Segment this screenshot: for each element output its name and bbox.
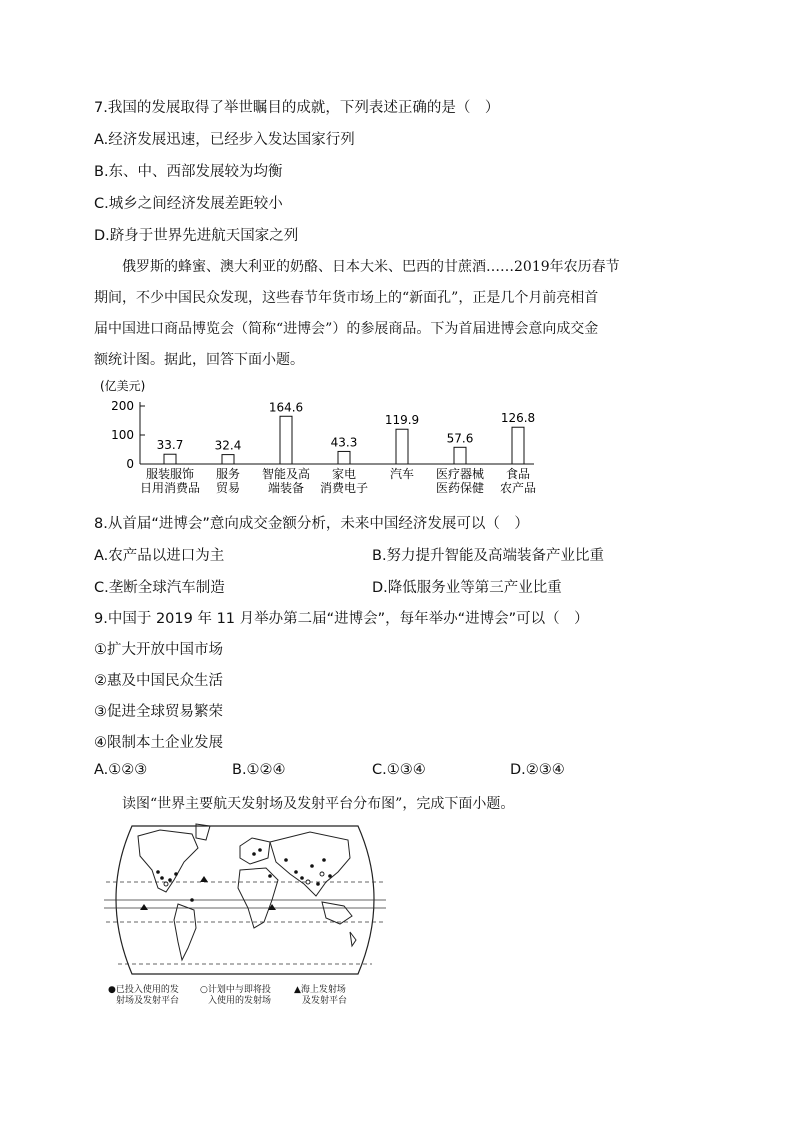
passage-line-3: 届中国进口商品博览会（简称“进博会”）的参展商品。下为首届进博会意向成交金 bbox=[94, 321, 599, 337]
launch-sites-planned bbox=[164, 872, 324, 886]
chart-bar bbox=[512, 427, 524, 464]
map-legend bbox=[108, 983, 347, 1006]
chart-category-label: 农产品 bbox=[499, 481, 537, 495]
q9-item-3: ③促进全球贸易繁荣 bbox=[94, 704, 223, 720]
chart-value-label: 126.8 bbox=[500, 411, 536, 426]
q9-item-1: ①扩大开放中国市场 bbox=[94, 642, 223, 658]
chart-bar bbox=[396, 429, 408, 464]
chart-y-tick-label: 200 bbox=[111, 399, 134, 413]
q8-option-d: D.降低服务业等第三产业比重 bbox=[372, 580, 562, 596]
q7-stem: 7.我国的发展取得了举世瞩目的成就，下列表述正确的是（ ） bbox=[94, 100, 500, 116]
continents bbox=[138, 824, 356, 960]
chart-value-label: 119.9 bbox=[384, 413, 420, 428]
chart-value-label: 43.3 bbox=[330, 435, 358, 450]
chart-category-label: 医疗器械 bbox=[435, 467, 485, 481]
chart-category-label: 贸易 bbox=[215, 481, 241, 495]
chart-category-label: 医药保健 bbox=[435, 481, 485, 495]
passage-line-2: 期间，不少中国民众发现，这些春节年货市场上的“新面孔”，正是几个月前亮相首 bbox=[94, 290, 599, 306]
chart-category-label: 智能及高 bbox=[261, 467, 311, 481]
q8-option-a: A.农产品以进口为主 bbox=[94, 548, 225, 564]
chart-bar bbox=[280, 416, 292, 464]
q7-option-c: C.城乡之间经济发展差距较小 bbox=[94, 196, 283, 212]
chart-category-label: 家电 bbox=[331, 467, 357, 481]
q9-option-d: D.②③④ bbox=[510, 762, 565, 778]
chart-y-tick-label: 100 bbox=[111, 428, 134, 442]
q8-option-b: B.努力提升智能及高端装备产业比重 bbox=[372, 548, 605, 564]
sea-launch-platforms bbox=[140, 876, 276, 910]
q7-option-a: A.经济发展迅速，已经步入发达国家行列 bbox=[94, 132, 355, 148]
chart-bar bbox=[338, 451, 350, 464]
chart-category-label: 端装备 bbox=[267, 481, 305, 495]
q7-option-b: B.东、中、西部发展较为均衡 bbox=[94, 164, 283, 180]
chart-value-label: 33.7 bbox=[156, 438, 184, 453]
chart-bar bbox=[222, 455, 234, 464]
q8-stem: 8.从首届“进博会”意向成交金额分析，未来中国经济发展可以（ ） bbox=[94, 516, 529, 532]
chart-category-label: 服务 bbox=[215, 467, 241, 481]
q9-option-c: C.①③④ bbox=[372, 762, 426, 778]
legend-planned-line-2: 入使用的发射场 bbox=[208, 996, 272, 1006]
chart-value-label: 57.6 bbox=[446, 431, 474, 446]
map-frame bbox=[104, 826, 386, 974]
q7-option-d: D.跻身于世界先进航天国家之列 bbox=[94, 228, 299, 244]
legend-active-line-1: ●已投入使用的发 bbox=[108, 985, 179, 995]
chart-category-label: 日用消费品 bbox=[139, 481, 201, 495]
passage-line-4: 额统计图。据此，回答下面小题。 bbox=[94, 352, 304, 368]
q9-item-4: ④限制本土企业发展 bbox=[94, 735, 223, 751]
chart-bar bbox=[164, 454, 176, 464]
legend-planned-line-1: ○计划中与即将投 bbox=[200, 985, 271, 995]
chart-value-label: 164.6 bbox=[268, 400, 304, 415]
world-launch-site-map bbox=[100, 818, 390, 1018]
passage-line-1: 俄罗斯的蜂蜜、澳大利亚的奶酪、日本大米、巴西的甘蔗酒……2019年农历春节 bbox=[122, 259, 620, 275]
launch-sites-active bbox=[156, 848, 332, 902]
legend-sea-line-2: 及发射平台 bbox=[302, 996, 348, 1006]
chart-y-tick-label: 0 bbox=[126, 457, 134, 471]
legend-sea-line-1: ▲海上发射场 bbox=[294, 985, 346, 995]
trade-bar-chart bbox=[92, 378, 552, 502]
q9-option-a: A.①②③ bbox=[94, 762, 148, 778]
legend-active-line-2: 射场及发射平台 bbox=[116, 996, 180, 1006]
map-intro: 读图“世界主要航天发射场及发射平台分布图”，完成下面小题。 bbox=[122, 796, 515, 812]
q9-stem: 9.中国于 2019 年 11 月举办第二届“进博会”，每年举办“进博会”可以（ ） bbox=[94, 611, 589, 627]
chart-category-label: 消费电子 bbox=[319, 481, 369, 495]
chart-category-label: 服装服饰 bbox=[145, 467, 195, 481]
chart-value-label: 32.4 bbox=[214, 438, 242, 453]
q9-option-b: B.①②④ bbox=[232, 762, 286, 778]
chart-category-label: 食品 bbox=[505, 467, 531, 481]
chart-y-axis-label: (亿美元) bbox=[100, 379, 146, 393]
chart-category-label: 汽车 bbox=[389, 467, 415, 481]
chart-bar bbox=[454, 447, 466, 464]
q9-item-2: ②惠及中国民众生活 bbox=[94, 673, 223, 689]
q8-option-c: C.垄断全球汽车制造 bbox=[94, 580, 225, 596]
